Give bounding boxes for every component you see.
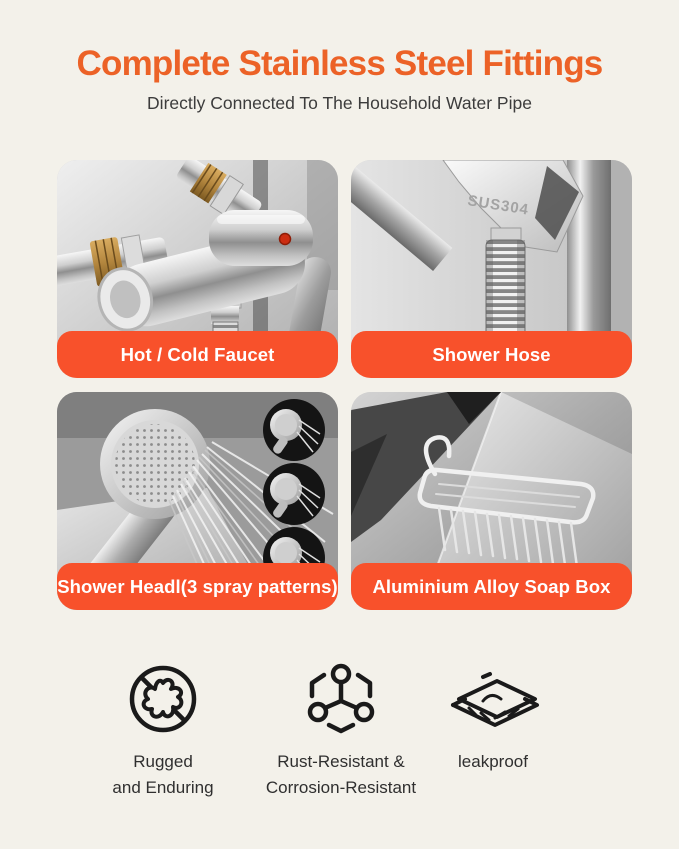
feature-rust-resistant <box>241 656 441 801</box>
panel-label-band <box>57 331 338 378</box>
panel-shower-head <box>57 392 338 610</box>
feature-label: leakproof <box>458 752 528 771</box>
features-row <box>0 656 679 831</box>
page-title: Complete Stainless Steel Fittings <box>76 44 603 83</box>
feature-rugged <box>73 656 253 801</box>
molecule-icon <box>241 656 441 742</box>
red-indicator-dot <box>280 234 291 245</box>
panel-label: Aluminium Alloy Soap Box <box>372 575 611 597</box>
feature-label: Rust-Resistant & Corrosion-Resistant <box>265 752 417 797</box>
header <box>0 0 679 114</box>
page-subtitle: Directly Connected To The Household Water Pipe <box>147 93 532 114</box>
panel-label: Shower Headl(3 spray patterns) <box>57 575 338 597</box>
panel-label-band <box>351 563 632 610</box>
panel-label: Shower Hose <box>432 343 551 365</box>
feature-leakproof <box>413 656 573 775</box>
panel-label-band <box>57 563 338 610</box>
rugged-icon <box>73 656 253 742</box>
panel-label: Hot / Cold Faucet <box>120 343 275 365</box>
panel-shower-hose <box>351 160 632 378</box>
layers-icon <box>413 656 573 742</box>
panel-hot-cold-faucet <box>57 160 338 378</box>
feature-label: Rugged and Enduring <box>112 752 214 797</box>
panel-label-band <box>351 331 632 378</box>
panel-soap-box <box>351 392 632 610</box>
engraved-sus304-text: SUS304 <box>466 192 531 219</box>
product-panels-grid <box>57 160 632 610</box>
spray-pattern-insets <box>263 399 325 589</box>
